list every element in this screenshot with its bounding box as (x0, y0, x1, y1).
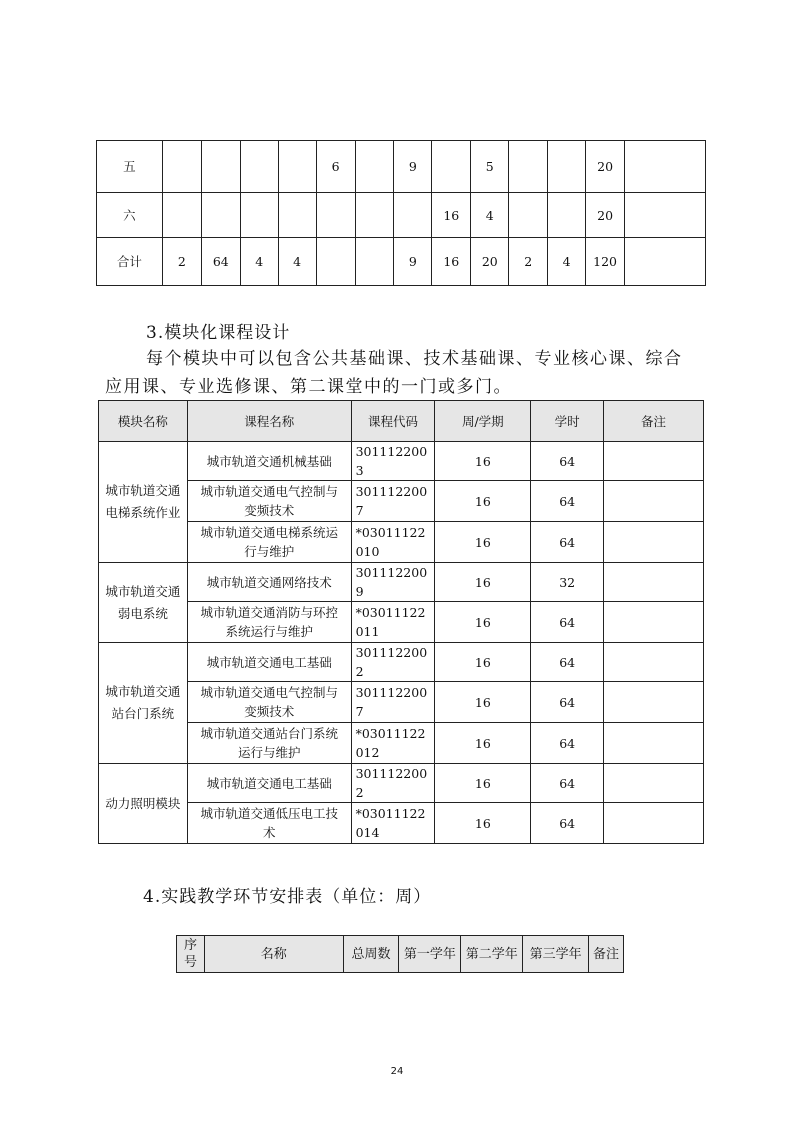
table-cell (240, 193, 278, 238)
table-row (99, 481, 704, 522)
table-cell (162, 141, 201, 193)
table-cell (278, 141, 316, 193)
column-header: 备注 (589, 936, 624, 973)
table-cell: 9 (394, 141, 432, 193)
table-cell: 2 (162, 238, 201, 286)
course-name-cell: 城市轨道交通站台门系统运行与维护 (187, 723, 351, 764)
weeks-cell: 16 (435, 764, 531, 803)
column-header: 总周数 (343, 936, 399, 973)
table-cell (162, 193, 201, 238)
hours-cell: 64 (531, 682, 604, 723)
table-cell (625, 141, 706, 193)
table-row (99, 442, 704, 481)
hours-cell: 64 (531, 602, 604, 643)
section3-paragraph: 每个模块中可以包含公共基础课、技术基础课、专业核心课、综合应用课、专业选修课、第二课堂中的一门或多门。 (105, 349, 683, 397)
module-name-cell: 动力照明模块 (99, 764, 188, 844)
row-label-cell: 合计 (97, 238, 163, 286)
column-header: 周/学期 (435, 401, 531, 442)
course-name-cell: 城市轨道交通电工基础 (187, 643, 351, 682)
column-header: 第二学年 (461, 936, 523, 973)
table-header-row (99, 401, 704, 442)
section4-heading: 4.实践教学环节安排表（单位：周） (143, 887, 432, 907)
section3-heading: 3.模块化课程设计 (146, 323, 291, 343)
course-code-cell: *03011122014 (351, 803, 435, 844)
course-name-cell: 城市轨道交通机械基础 (187, 442, 351, 481)
table-cell (509, 141, 548, 193)
course-code-cell: *03011122012 (351, 723, 435, 764)
table-row (97, 238, 706, 286)
note-cell (604, 803, 704, 844)
course-name-cell: 城市轨道交通电工基础 (187, 764, 351, 803)
table-cell: 4 (471, 193, 509, 238)
course-name-cell: 城市轨道交通消防与环控系统运行与维护 (187, 602, 351, 643)
hours-cell: 64 (531, 522, 604, 563)
row-label-cell: 五 (97, 141, 163, 193)
table-row (99, 643, 704, 682)
table-row (97, 141, 706, 193)
module-name-cell: 城市轨道交通站台门系统 (99, 643, 188, 764)
column-header: 序号 (177, 936, 205, 973)
module-name-cell: 城市轨道交通弱电系统 (99, 563, 188, 643)
table-cell: 20 (586, 193, 625, 238)
column-header: 名称 (204, 936, 343, 973)
course-code-cell: *03011122010 (351, 522, 435, 563)
note-cell (604, 643, 704, 682)
table-cell (355, 193, 394, 238)
table-cell (625, 193, 706, 238)
hours-cell: 32 (531, 563, 604, 602)
table-row (99, 563, 704, 602)
table-cell: 4 (548, 238, 586, 286)
note-cell (604, 563, 704, 602)
weeks-cell: 16 (435, 682, 531, 723)
table-cell (316, 193, 355, 238)
table-row (99, 803, 704, 844)
table-row (99, 522, 704, 563)
weeks-cell: 16 (435, 602, 531, 643)
column-header: 模块名称 (99, 401, 188, 442)
table-cell: 5 (471, 141, 509, 193)
hours-cell: 64 (531, 803, 604, 844)
table-cell (355, 141, 394, 193)
column-header: 课程代码 (351, 401, 435, 442)
table-cell (509, 193, 548, 238)
hours-cell: 64 (531, 442, 604, 481)
weeks-cell: 16 (435, 481, 531, 522)
table-cell: 20 (586, 141, 625, 193)
table-row (97, 193, 706, 238)
course-code-cell: *03011122011 (351, 602, 435, 643)
table-cell: 2 (509, 238, 548, 286)
course-name-cell: 城市轨道交通电气控制与变频技术 (187, 481, 351, 522)
note-cell (604, 522, 704, 563)
practice-schedule-table (176, 935, 624, 973)
table-cell (201, 193, 240, 238)
course-code-cell: 3011122003 (351, 442, 435, 481)
table-row (99, 764, 704, 803)
table-cell: 16 (432, 193, 471, 238)
table-cell (316, 238, 355, 286)
course-code-cell: 3011122002 (351, 643, 435, 682)
course-name-cell: 城市轨道交通电气控制与变频技术 (187, 682, 351, 723)
module-course-table (98, 400, 704, 844)
course-code-cell: 3011122009 (351, 563, 435, 602)
weeks-cell: 16 (435, 643, 531, 682)
column-header: 课程名称 (187, 401, 351, 442)
table-cell (394, 193, 432, 238)
weeks-cell: 16 (435, 803, 531, 844)
course-code-cell: 3011122007 (351, 481, 435, 522)
hours-cell: 64 (531, 481, 604, 522)
table-cell: 16 (432, 238, 471, 286)
note-cell (604, 602, 704, 643)
column-header: 第三学年 (523, 936, 589, 973)
table-cell: 6 (316, 141, 355, 193)
table-row (99, 602, 704, 643)
table-header-row (177, 936, 624, 973)
hours-cell: 64 (531, 643, 604, 682)
note-cell (604, 442, 704, 481)
course-name-cell: 城市轨道交通网络技术 (187, 563, 351, 602)
table-cell (625, 238, 706, 286)
semester-hours-table (96, 140, 706, 286)
course-code-cell: 3011122007 (351, 682, 435, 723)
hours-cell: 64 (531, 723, 604, 764)
note-cell (604, 723, 704, 764)
table-cell (548, 141, 586, 193)
table-cell (240, 141, 278, 193)
row-label-cell: 六 (97, 193, 163, 238)
weeks-cell: 16 (435, 442, 531, 481)
page-number: 24 (390, 1066, 404, 1077)
column-header: 第一学年 (399, 936, 461, 973)
note-cell (604, 764, 704, 803)
course-code-cell: 3011122002 (351, 764, 435, 803)
hours-cell: 64 (531, 764, 604, 803)
note-cell (604, 481, 704, 522)
weeks-cell: 16 (435, 723, 531, 764)
table-cell: 4 (278, 238, 316, 286)
table-cell (278, 193, 316, 238)
weeks-cell: 16 (435, 522, 531, 563)
course-name-cell: 城市轨道交通电梯系统运行与维护 (187, 522, 351, 563)
table-cell: 64 (201, 238, 240, 286)
module-name-cell: 城市轨道交通电梯系统作业 (99, 442, 188, 563)
table-cell (548, 193, 586, 238)
column-header: 备注 (604, 401, 704, 442)
weeks-cell: 16 (435, 563, 531, 602)
table-cell: 9 (394, 238, 432, 286)
course-name-cell: 城市轨道交通低压电工技术 (187, 803, 351, 844)
table-cell (201, 141, 240, 193)
note-cell (604, 682, 704, 723)
table-cell: 4 (240, 238, 278, 286)
table-cell: 20 (471, 238, 509, 286)
table-cell: 120 (586, 238, 625, 286)
table-cell (355, 238, 394, 286)
column-header: 学时 (531, 401, 604, 442)
table-cell (432, 141, 471, 193)
table-row (99, 723, 704, 764)
table-row (99, 682, 704, 723)
